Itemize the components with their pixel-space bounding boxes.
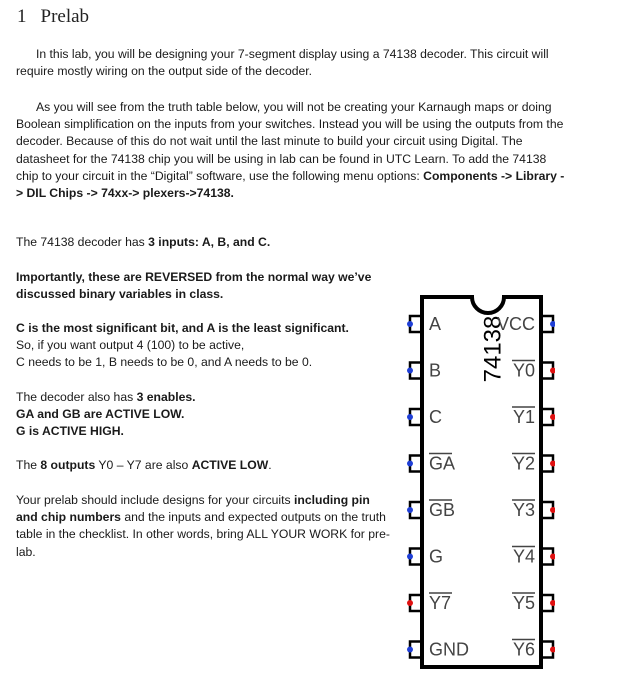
example-line-2: C needs to be 1, B needs to be 0, and A needs to be 0.	[16, 355, 313, 369]
right-pin-label-6: Y5	[512, 593, 535, 613]
prelab-paragraph: Your prelab should include designs for your circuits including pin and chip numbers and the inputs and expected outputs on the truth table in the checklist. In other words, bring ALL YOUR WORK for pre-lab.	[16, 493, 390, 559]
right-pin-label-1: Y0	[512, 360, 535, 381]
section-number: 1	[17, 6, 27, 27]
example-line-1: So, if you want output 4 (100) to be active,	[16, 338, 245, 352]
right-pin-label-0: VCC	[496, 314, 535, 334]
left-pin-4	[407, 502, 422, 518]
left-pin-label-4: GB	[429, 500, 456, 520]
enables-line: The decoder also has 3 enables.	[16, 390, 196, 404]
left-pin-6	[407, 595, 422, 611]
left-pin-label-3: GA	[429, 453, 456, 474]
right-pin-6	[541, 595, 555, 611]
chip-number-label: 74138	[479, 315, 507, 383]
menu-path: Components -> Library -> DIL Chips -> 74xx-> plexers->74138.	[16, 168, 565, 201]
left-pin-7	[407, 642, 422, 658]
left-pin-2	[407, 409, 422, 425]
section-heading	[17, 6, 89, 28]
chip-74138-diagram	[405, 292, 555, 672]
left-pin-label-5: G	[429, 546, 444, 567]
left-pin-label-0: A	[429, 314, 442, 334]
section-title: Prelab	[40, 6, 90, 27]
left-pin-label-7: GND	[429, 639, 469, 660]
left-pin-3	[407, 456, 422, 472]
right-pin-3	[541, 456, 555, 472]
outputs-line: The 8 outputs Y0 – Y7 are also ACTIVE LOW.	[16, 458, 272, 472]
msb-line: C is the most significant bit, and A is the least significant.	[16, 321, 349, 335]
right-pin-4	[541, 502, 555, 518]
right-pin-0	[541, 316, 555, 332]
right-pin-label-3: Y2	[512, 453, 535, 474]
right-pin-1	[541, 363, 555, 379]
left-pin-label-2: C	[429, 407, 442, 427]
right-pin-2	[541, 409, 555, 425]
right-pin-label-7: Y6	[512, 639, 535, 660]
right-pin-5	[541, 549, 555, 565]
reversed-note: Importantly, these are REVERSED from the normal way we’ve discussed binary variables in class.	[16, 270, 372, 302]
right-pin-7	[541, 642, 555, 658]
instructions-paragraph: As you will see from the truth table below, you will not be creating your Karnaugh maps or doing Boolean simplification on the inputs from your switches. Instead you will be using the outputs from the decoder. Because of this do not wait until the last minute to build your circuit using Digital. The datasheet for the 74138 chip you will be using in lab can be found in UTC Learn. To add the 74138 chip to your circuit in the “Digital” software, use the following menu options: Components -> Library -> DIL Chips -> 74xx-> plexers->74138.	[16, 100, 565, 201]
right-pin-label-4: Y3	[512, 500, 535, 520]
ga-gb-line: GA and GB are ACTIVE LOW.	[16, 407, 185, 421]
g-line: G is ACTIVE HIGH.	[16, 424, 124, 438]
intro-paragraph: In this lab, you will be designing your 7-segment display using a 74138 decoder. This circuit will require mostly wiring on the output side of the decoder.	[16, 47, 549, 79]
right-pin-label-5: Y4	[512, 546, 535, 567]
right-pin-label-2: Y1	[512, 407, 535, 427]
left-pin-1	[407, 363, 422, 379]
left-pin-5	[407, 549, 422, 565]
left-pin-label-6: Y7	[429, 593, 452, 613]
left-pin-label-1: B	[429, 360, 442, 381]
inputs-line: The 74138 decoder has 3 inputs: A, B, and C.	[16, 235, 271, 249]
left-pin-0	[407, 316, 422, 332]
